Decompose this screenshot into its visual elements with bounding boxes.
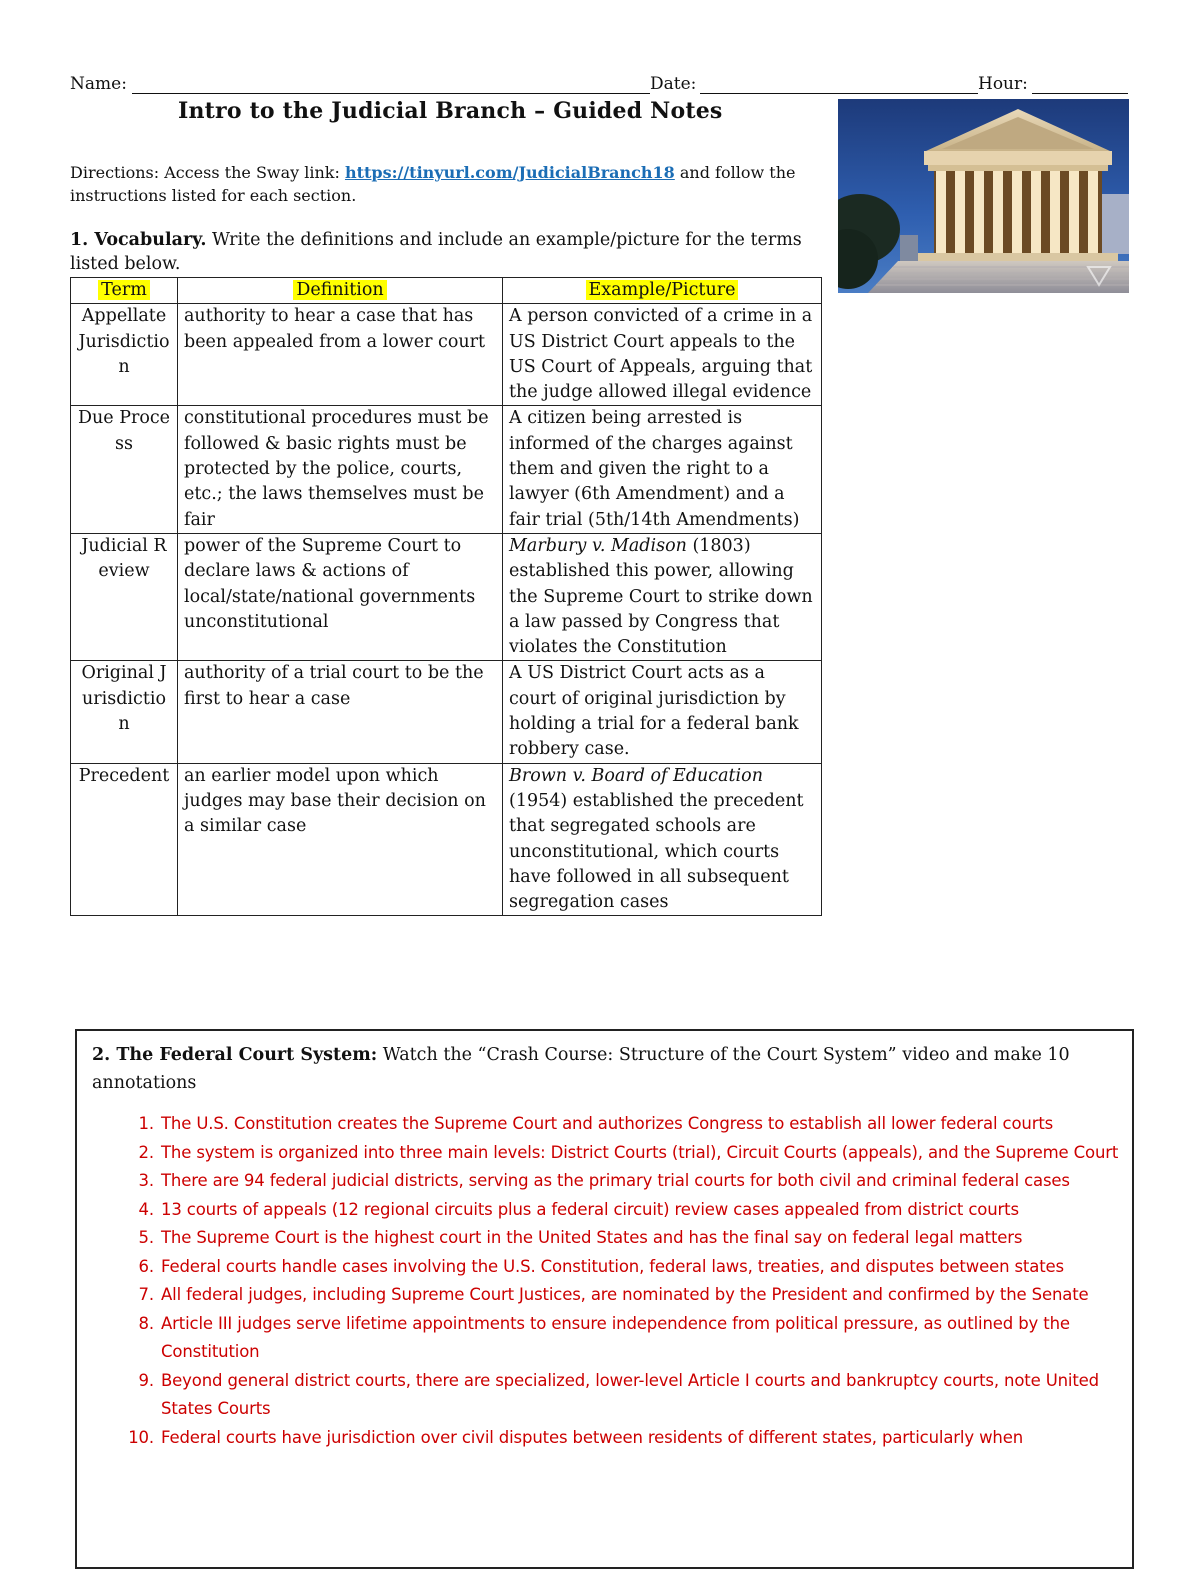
supreme-court-photo bbox=[838, 99, 1129, 293]
table-row bbox=[71, 533, 822, 660]
definition-cell: power of the Supreme Court to declare laws & actions of local/state/national governments unconstitutional bbox=[178, 533, 503, 660]
federal-court-system-section bbox=[75, 1029, 1134, 1569]
directions-suffix: and follow the instructions listed for each section. bbox=[70, 163, 796, 205]
federal-court-heading bbox=[92, 1041, 1102, 1097]
list-item bbox=[77, 1367, 1121, 1424]
annotation-text: There are 94 federal judicial districts, serving as the primary trial courts for both civil and criminal federal cases bbox=[161, 1171, 1070, 1190]
annotation-text: Federal courts have jurisdiction over civil disputes between residents of different states, particularly when bbox=[161, 1427, 1024, 1447]
item-number: 9. bbox=[138, 1370, 154, 1390]
list-item bbox=[77, 1281, 1121, 1310]
item-number: 10. bbox=[128, 1427, 154, 1447]
supreme-court-building-icon bbox=[838, 99, 1129, 293]
item-number: 7. bbox=[138, 1285, 154, 1304]
hour-label: Hour: bbox=[978, 74, 1028, 94]
example-cell: A citizen being arrested is informed of the charges against them and given the right to a lawyer (6th Amendment) and a fair trial (5th/14th Amendments) bbox=[503, 406, 822, 533]
hour-field[interactable] bbox=[978, 74, 1028, 94]
list-item bbox=[77, 1167, 1121, 1196]
table-row bbox=[71, 304, 822, 406]
item-number: 4. bbox=[138, 1199, 154, 1219]
annotation-text: 13 courts of appeals (12 regional circuits plus a federal circuit) review cases appealed from district courts bbox=[161, 1199, 1019, 1219]
item-number: 2. bbox=[138, 1142, 154, 1162]
name-label: Name: bbox=[70, 74, 127, 94]
hour-blank[interactable] bbox=[1032, 93, 1128, 94]
sway-link[interactable]: https://tinyurl.com/JudicialBranch18 bbox=[344, 163, 675, 182]
annotation-text: The U.S. Constitution creates the Supreme Court and authorizes Congress to establish all lower federal courts bbox=[161, 1114, 1054, 1133]
item-number: 8. bbox=[138, 1313, 154, 1333]
table-row bbox=[71, 661, 822, 763]
list-item bbox=[77, 1253, 1121, 1282]
annotation-text: Article III judges serve lifetime appointments to ensure independence from political pressure, as outlined by the Constitution bbox=[161, 1313, 1070, 1361]
column-header-term: Term bbox=[71, 278, 178, 304]
table-header-row bbox=[71, 278, 822, 304]
example-cell bbox=[503, 763, 822, 916]
case-name: Marbury v. Madison bbox=[509, 535, 687, 556]
vocabulary-table bbox=[70, 277, 822, 916]
term-cell: Precedent bbox=[71, 763, 178, 916]
page-title: Intro to the Judicial Branch – Guided Notes bbox=[178, 98, 723, 124]
example-cell bbox=[503, 533, 822, 660]
list-item bbox=[77, 1424, 1121, 1453]
header-fields bbox=[70, 74, 1128, 98]
term-cell: Due Process bbox=[71, 406, 178, 533]
example-text: (1954) established the precedent that segregated schools are unconstitutional, which courts have followed in all subsequent segregation cases bbox=[509, 790, 804, 913]
annotation-text: Federal courts handle cases involving the U.S. Constitution, federal laws, treaties, and disputes between states bbox=[161, 1256, 1064, 1276]
date-field[interactable] bbox=[650, 74, 696, 94]
name-blank[interactable] bbox=[132, 93, 650, 94]
annotation-text: The Supreme Court is the highest court in the United States and has the final say on federal legal matters bbox=[161, 1228, 1023, 1247]
list-item bbox=[77, 1110, 1121, 1139]
section-2-instructions: Watch the “Crash Course: Structure of the Court System” video and make 10 annotations bbox=[92, 1045, 1070, 1093]
item-number: 5. bbox=[138, 1228, 154, 1247]
annotation-text: All federal judges, including Supreme Court Justices, are nominated by the President and confirmed by the Senate bbox=[161, 1285, 1089, 1304]
vocabulary-instructions: Write the definitions and include an example/picture for the terms listed below. bbox=[70, 230, 802, 274]
definition-cell: authority of a trial court to be the first to hear a case bbox=[178, 661, 503, 763]
example-cell: A US District Court acts as a court of original jurisdiction by holding a trial for a federal bank robbery case. bbox=[503, 661, 822, 763]
table-row bbox=[71, 763, 822, 916]
example-text: (1803) established this power, allowing the Supreme Court to strike down a law passed by Congress that violates the Constitution bbox=[509, 535, 813, 658]
annotation-list bbox=[77, 1110, 1121, 1452]
item-number: 3. bbox=[138, 1171, 154, 1190]
definition-cell: authority to hear a case that has been appealed from a lower court bbox=[178, 304, 503, 406]
list-item bbox=[77, 1310, 1121, 1367]
list-item bbox=[77, 1196, 1121, 1225]
term-cell: Judicial Review bbox=[71, 533, 178, 660]
example-cell: A person convicted of a crime in a US District Court appeals to the US Court of Appeals, arguing that the judge allowed illegal evidence bbox=[503, 304, 822, 406]
column-header-definition: Definition bbox=[178, 278, 503, 304]
annotation-text: The system is organized into three main levels: District Courts (trial), Circuit Courts (appeals), and the Supreme Court bbox=[161, 1142, 1119, 1162]
date-label: Date: bbox=[650, 74, 697, 94]
vocabulary-intro bbox=[70, 228, 810, 276]
date-blank[interactable] bbox=[700, 93, 978, 94]
definition-cell: an earlier model upon which judges may base their decision on a similar case bbox=[178, 763, 503, 916]
list-item bbox=[77, 1224, 1121, 1253]
case-name: Brown v. Board of Education bbox=[509, 765, 763, 786]
annotation-text: Beyond general district courts, there are specialized, lower-level Article I courts and bankruptcy courts, note United States Courts bbox=[161, 1370, 1100, 1418]
column-header-example: Example/Picture bbox=[503, 278, 822, 304]
definition-cell: constitutional procedures must be followed & basic rights must be protected by the police, courts, etc.; the laws themselves must be fair bbox=[178, 406, 503, 533]
vocabulary-heading: 1. Vocabulary. bbox=[70, 230, 207, 250]
list-item bbox=[77, 1139, 1121, 1168]
directions bbox=[70, 161, 830, 207]
item-number: 6. bbox=[138, 1256, 154, 1276]
name-field[interactable] bbox=[70, 74, 127, 94]
table-row bbox=[71, 406, 822, 533]
section-2-title: 2. The Federal Court System: bbox=[92, 1045, 378, 1065]
directions-prefix: Directions: Access the Sway link: bbox=[70, 163, 345, 182]
term-cell: Appellate Jurisdiction bbox=[71, 304, 178, 406]
term-cell: Original Jurisdiction bbox=[71, 661, 178, 763]
item-number: 1. bbox=[138, 1114, 154, 1133]
